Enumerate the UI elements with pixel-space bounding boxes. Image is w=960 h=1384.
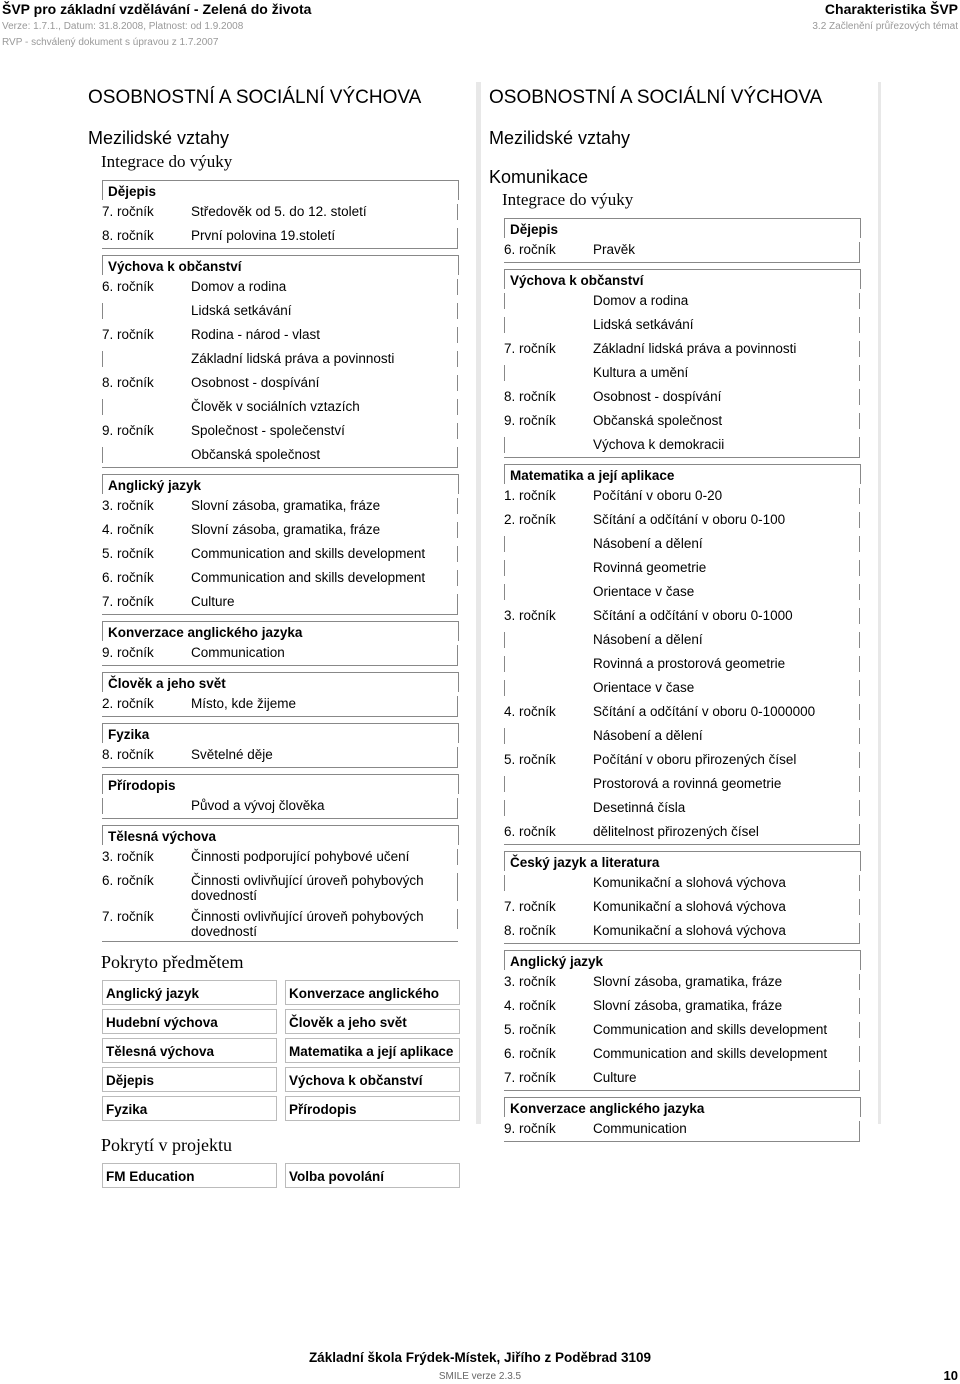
topic-cell: dělitelnost přirozených čísel	[593, 824, 759, 839]
grade-cell: 6. ročník	[504, 242, 556, 257]
row-border-right	[457, 375, 458, 391]
subject-name: Anglický jazyk	[102, 474, 459, 494]
integration-label: Integrace do výuky	[502, 190, 634, 209]
row-border-right	[859, 341, 860, 357]
subject-name: Výchova k občanství	[102, 255, 459, 275]
grade-cell: 7. ročník	[504, 341, 556, 356]
table-row	[504, 1018, 865, 1042]
topic-cell: Komunikační a slohová výchova	[593, 923, 786, 938]
table-row	[102, 443, 463, 467]
table-row	[504, 871, 865, 895]
topic-cell: Sčítání a odčítání v oboru 0-1000	[593, 608, 793, 623]
subject-cell: FM Education	[102, 1163, 277, 1188]
subject-name: Dějepis	[504, 218, 861, 238]
table-row	[504, 724, 865, 748]
approval-info: RVP - schválený dokument s úpravou z 1.7.2007	[2, 37, 219, 48]
right-column	[489, 82, 865, 1142]
topic-cell: Culture	[191, 594, 235, 609]
project-label: Pokrytí v projektu	[101, 1135, 232, 1155]
topic-cell: Sčítání a odčítání v oboru 0-100	[593, 512, 786, 527]
row-border-left	[504, 584, 505, 600]
table-row	[102, 905, 463, 941]
row-border-right	[859, 512, 860, 528]
subject-name: Český jazyk a literatura	[504, 851, 861, 871]
covered-subjects-grid	[102, 980, 462, 1125]
row-border-left	[102, 447, 103, 463]
project-grid	[102, 1163, 462, 1192]
integration-table	[88, 180, 463, 942]
subject-name: Člověk a jeho svět	[102, 672, 459, 692]
row-border-left	[102, 399, 103, 415]
topic-cell: Domov a rodina	[191, 279, 287, 294]
topic-cell: Osobnost - dospívání	[593, 389, 722, 404]
row-border-right	[457, 498, 458, 514]
subject-cell: Matematika a její aplikace	[285, 1038, 460, 1063]
table-row	[504, 796, 865, 820]
row-border-left	[504, 365, 505, 381]
table-row	[102, 494, 463, 518]
topic-cell: Komunikační a slohová výchova	[593, 899, 786, 914]
row-border-left	[504, 680, 505, 696]
subject-name: Anglický jazyk	[504, 950, 861, 970]
grade-cell: 6. ročník	[504, 1046, 556, 1061]
topic-cell: Lidská setkávání	[593, 317, 694, 332]
table-row	[504, 820, 865, 844]
table-row	[504, 604, 865, 628]
row-border-right	[859, 899, 860, 915]
topic-cell: Slovní zásoba, gramatika, fráze	[593, 998, 783, 1013]
row-border-right	[859, 536, 860, 552]
row-border-right	[457, 279, 458, 295]
topic-cell: Communication and skills development	[593, 1046, 828, 1061]
subject-cell: Člověk a jeho svět	[285, 1009, 460, 1034]
topic-cell: Osobnost - dospívání	[191, 375, 320, 390]
subject-cell: Volba povolání	[285, 1163, 460, 1188]
row-border-right	[859, 974, 860, 990]
table-row	[102, 590, 463, 614]
table-row	[504, 289, 865, 313]
row-border-right	[457, 447, 458, 467]
table-row	[504, 652, 865, 676]
table-row	[102, 275, 463, 299]
row-border-right	[457, 228, 458, 248]
table-row	[504, 385, 865, 409]
row-border-left	[504, 728, 505, 744]
block-bottom-border	[102, 941, 458, 942]
subject-name: Matematika a její aplikace	[504, 464, 861, 484]
row-border-left	[102, 351, 103, 367]
topic-cell: Světelné děje	[191, 747, 273, 762]
subject-cell: Přírodopis	[285, 1096, 460, 1121]
topic-cell: Člověk v sociálních vztazích	[191, 399, 360, 414]
row-border-right	[457, 204, 458, 220]
row-border-right	[457, 594, 458, 614]
subject-block	[102, 621, 463, 666]
topic-cell: Základní lidská práva a povinnosti	[191, 351, 395, 366]
table-row	[504, 970, 865, 994]
topic-cell: Domov a rodina	[593, 293, 689, 308]
table-row	[504, 994, 865, 1018]
table-row	[102, 347, 463, 371]
row-border-right	[859, 656, 860, 672]
row-border-right	[457, 696, 458, 716]
school-name: Základní škola Frýdek-Místek, Jiřího z Poděbrad 3109	[308, 1350, 652, 1365]
table-row	[504, 772, 865, 796]
row-border-left	[504, 632, 505, 648]
subject-block	[504, 950, 865, 1091]
row-border-right	[859, 923, 860, 943]
topic-cell: Občanská společnost	[593, 413, 723, 428]
subject-block	[102, 723, 463, 768]
row-border-right	[457, 849, 458, 865]
grade-cell: 5. ročník	[504, 1022, 556, 1037]
subject-cell: Dějepis	[102, 1067, 277, 1092]
topic-cell: Rodina - národ - vlast	[191, 327, 321, 342]
subject-cell: Konverzace anglického	[285, 980, 460, 1005]
row-border-right	[457, 303, 458, 319]
version-info: Verze: 1.7.1., Datum: 31.8.2008, Platnost: od 1.9.2008	[2, 21, 244, 32]
topic-cell: Původ a vývoj člověka	[191, 798, 325, 813]
row-border-right	[859, 680, 860, 696]
block-bottom-border	[102, 665, 458, 666]
topic-cell: Středověk od 5. do 12. století	[191, 204, 367, 219]
row-border-right	[457, 873, 458, 901]
table-row	[102, 641, 463, 665]
topic-cell: Communication and skills development	[191, 546, 426, 561]
row-border-right	[859, 1121, 860, 1141]
row-border-right	[457, 327, 458, 343]
table-row	[102, 566, 463, 590]
subject-block	[102, 180, 463, 249]
table-row	[504, 337, 865, 361]
section-subtitle: 3.2 Začlenění průřezových témat	[812, 21, 958, 32]
grade-cell: 8. ročník	[504, 923, 556, 938]
table-row	[504, 580, 865, 604]
topic-cell: Občanská společnost	[191, 447, 321, 462]
table-row	[504, 700, 865, 724]
table-row	[102, 869, 463, 905]
topic-cell: Desetinná čísla	[593, 800, 686, 815]
row-border-right	[859, 752, 860, 768]
block-bottom-border	[102, 248, 458, 249]
subject-block	[504, 269, 865, 458]
row-border-right	[457, 645, 458, 665]
subject-name: Fyzika	[102, 723, 459, 743]
theme-heading: OSOBNOSTNÍ A SOCIÁLNÍ VÝCHOVA	[88, 87, 422, 108]
block-bottom-border	[102, 716, 458, 717]
row-border-right	[859, 875, 860, 891]
subject-name: Konverzace anglického jazyka	[102, 621, 459, 641]
subject-block	[102, 825, 463, 942]
grade-cell: 8. ročník	[102, 375, 154, 390]
row-border-right	[859, 728, 860, 744]
right-margin-bar	[878, 82, 881, 1124]
block-bottom-border	[504, 1141, 860, 1142]
table-row	[504, 238, 865, 262]
grade-cell: 6. ročník	[102, 279, 154, 294]
topic-cell: Sčítání a odčítání v oboru 0-1000000	[593, 704, 816, 719]
grade-cell: 7. ročník	[102, 909, 154, 924]
topic-cell: Slovní zásoba, gramatika, fráze	[191, 498, 381, 513]
page-number: 10	[943, 1368, 958, 1383]
grade-cell: 9. ročník	[102, 423, 154, 438]
grade-cell: 6. ročník	[504, 824, 556, 839]
subject-block	[504, 218, 865, 263]
topic-cell: Počítání v oboru 0-20	[593, 488, 723, 503]
subject-name: Konverzace anglického jazyka	[504, 1097, 861, 1117]
block-bottom-border	[102, 767, 458, 768]
block-bottom-border	[504, 943, 860, 944]
subject-block	[102, 774, 463, 819]
grade-cell: 8. ročník	[504, 389, 556, 404]
table-row	[102, 371, 463, 395]
row-border-right	[859, 824, 860, 844]
topic-cell: Rovinná a prostorová geometrie	[593, 656, 786, 671]
row-border-right	[859, 1022, 860, 1038]
subject-name: Dějepis	[102, 180, 459, 200]
subject-cell: Anglický jazyk	[102, 980, 277, 1005]
row-border-left	[504, 560, 505, 576]
topic-cell: Communication	[593, 1121, 687, 1136]
grade-cell: 9. ročník	[102, 645, 154, 660]
topic-cell: Kultura a umění	[593, 365, 689, 380]
table-row	[504, 1117, 865, 1141]
row-border-right	[859, 488, 860, 504]
grade-cell: 2. ročník	[504, 512, 556, 527]
row-border-right	[859, 413, 860, 429]
row-border-right	[457, 798, 458, 818]
left-column	[88, 82, 463, 1192]
row-border-right	[457, 399, 458, 415]
grade-cell: 4. ročník	[504, 998, 556, 1013]
grade-cell: 2. ročník	[102, 696, 154, 711]
topic-cell: Communication and skills development	[593, 1022, 828, 1037]
row-border-right	[859, 632, 860, 648]
topic-cell: Orientace v čase	[593, 584, 695, 599]
table-row	[102, 200, 463, 224]
document-title: ŠVP pro základní vzdělávání - Zelená do života	[2, 1, 312, 17]
row-border-right	[859, 242, 860, 262]
row-border-right	[859, 998, 860, 1014]
table-row	[504, 1066, 865, 1090]
table-row	[504, 433, 865, 457]
block-bottom-border	[504, 844, 860, 845]
row-border-left	[504, 317, 505, 333]
grade-cell: 4. ročník	[102, 522, 154, 537]
grade-cell: 3. ročník	[504, 974, 556, 989]
column-divider	[476, 82, 481, 1124]
topic-cell: Culture	[593, 1070, 637, 1085]
grade-cell: 8. ročník	[102, 228, 154, 243]
row-border-right	[859, 1046, 860, 1062]
table-row	[102, 845, 463, 869]
block-bottom-border	[504, 457, 860, 458]
table-row	[504, 508, 865, 532]
table-row	[102, 794, 463, 818]
integration-label: Integrace do výuky	[101, 152, 233, 171]
theme-heading: OSOBNOSTNÍ A SOCIÁLNÍ VÝCHOVA	[489, 87, 823, 108]
row-border-right	[859, 704, 860, 720]
row-border-right	[859, 437, 860, 457]
table-row	[504, 556, 865, 580]
table-row	[504, 484, 865, 508]
row-border-right	[457, 522, 458, 538]
row-border-left	[504, 656, 505, 672]
row-border-right	[457, 351, 458, 367]
row-border-right	[859, 365, 860, 381]
software-version: SMILE verze 2.3.5	[438, 1371, 522, 1382]
table-row	[102, 224, 463, 248]
topic-cell: Lidská setkávání	[191, 303, 292, 318]
table-row	[102, 395, 463, 419]
subject-block	[102, 255, 463, 468]
topic-cell: Slovní zásoba, gramatika, fráze	[593, 974, 783, 989]
subject-cell: Fyzika	[102, 1096, 277, 1121]
subject-name: Přírodopis	[102, 774, 459, 794]
topic-cell: Počítání v oboru přirozených čísel	[593, 752, 797, 767]
grade-cell: 9. ročník	[504, 1121, 556, 1136]
grade-cell: 9. ročník	[504, 413, 556, 428]
row-border-left	[504, 800, 505, 816]
block-bottom-border	[504, 1090, 860, 1091]
grade-cell: 8. ročník	[102, 747, 154, 762]
grade-cell: 7. ročník	[504, 899, 556, 914]
table-row	[504, 628, 865, 652]
subtheme-heading: Mezilidské vztahy	[88, 128, 230, 148]
subject-block	[102, 672, 463, 717]
row-border-right	[859, 800, 860, 816]
table-row	[504, 676, 865, 700]
topic-cell: Základní lidská práva a povinnosti	[593, 341, 797, 356]
table-row	[102, 542, 463, 566]
topic-cell: Rovinná geometrie	[593, 560, 707, 575]
row-border-right	[457, 546, 458, 562]
block-bottom-border	[504, 262, 860, 263]
table-row	[504, 409, 865, 433]
topic-cell: Slovní zásoba, gramatika, fráze	[191, 522, 381, 537]
topic-cell: První polovina 19.století	[191, 228, 336, 243]
row-border-left	[504, 875, 505, 891]
row-border-right	[859, 293, 860, 309]
subject-block	[102, 474, 463, 615]
subject-name: Výchova k občanství	[504, 269, 861, 289]
table-row	[102, 419, 463, 443]
row-border-left	[504, 536, 505, 552]
row-border-right	[457, 423, 458, 439]
row-border-right	[457, 909, 458, 929]
table-row	[504, 895, 865, 919]
grade-cell: 6. ročník	[102, 570, 154, 585]
table-row	[504, 313, 865, 337]
table-row	[504, 532, 865, 556]
table-row	[504, 919, 865, 943]
row-border-left	[102, 303, 103, 319]
subtheme-heading: Mezilidské vztahy	[489, 128, 631, 148]
block-bottom-border	[102, 614, 458, 615]
topic-cell: Výchova k demokracii	[593, 437, 725, 452]
grade-cell: 3. ročník	[102, 849, 154, 864]
grade-cell: 7. ročník	[102, 327, 154, 342]
row-border-right	[859, 389, 860, 405]
grade-cell: 3. ročník	[102, 498, 154, 513]
grade-cell: 5. ročník	[102, 546, 154, 561]
topic-cell: Násobení a dělení	[593, 632, 703, 647]
topic-heading: Komunikace	[489, 167, 589, 187]
subject-cell: Výchova k občanství	[285, 1067, 460, 1092]
row-border-left	[504, 293, 505, 309]
topic-cell: Společnost - společenství	[191, 423, 345, 438]
topic-cell: Činnosti ovlivňující úroveň pohybových dovedností	[191, 873, 424, 903]
row-border-right	[859, 317, 860, 333]
table-row	[504, 748, 865, 772]
row-border-left	[504, 437, 505, 453]
row-border-right	[457, 570, 458, 586]
row-border-right	[457, 747, 458, 767]
row-border-right	[859, 1070, 860, 1090]
table-row	[102, 323, 463, 347]
row-border-right	[859, 584, 860, 600]
topic-cell: Pravěk	[593, 242, 636, 257]
topic-cell: Orientace v čase	[593, 680, 695, 695]
subject-cell: Hudební výchova	[102, 1009, 277, 1034]
table-row	[102, 299, 463, 323]
block-bottom-border	[102, 467, 458, 468]
topic-cell: Násobení a dělení	[593, 536, 703, 551]
row-border-right	[859, 560, 860, 576]
row-border-left	[504, 776, 505, 792]
table-row	[504, 1042, 865, 1066]
topic-cell: Communication	[191, 645, 285, 660]
grade-cell: 6. ročník	[102, 873, 154, 888]
row-border-left	[102, 798, 103, 814]
subject-block	[504, 464, 865, 845]
grade-cell: 7. ročník	[102, 204, 154, 219]
subject-block	[504, 1097, 865, 1142]
block-bottom-border	[102, 818, 458, 819]
row-border-right	[859, 776, 860, 792]
topic-cell: Prostorová a rovinná geometrie	[593, 776, 782, 791]
grade-cell: 7. ročník	[504, 1070, 556, 1085]
grade-cell: 7. ročník	[102, 594, 154, 609]
topic-cell: Komunikační a slohová výchova	[593, 875, 786, 890]
grade-cell: 1. ročník	[504, 488, 556, 503]
topic-cell: Násobení a dělení	[593, 728, 703, 743]
table-row	[102, 518, 463, 542]
table-row	[504, 361, 865, 385]
subject-cell: Tělesná výchova	[102, 1038, 277, 1063]
row-border-right	[859, 608, 860, 624]
grade-cell: 3. ročník	[504, 608, 556, 623]
subject-block	[504, 851, 865, 944]
integration-table	[489, 218, 865, 1142]
topic-cell: Činnosti podporující pohybové učení	[191, 849, 410, 864]
table-row	[102, 743, 463, 767]
topic-cell: Místo, kde žijeme	[191, 696, 297, 711]
subject-name: Tělesná výchova	[102, 825, 459, 845]
covered-label: Pokryto předmětem	[101, 952, 244, 972]
grade-cell: 5. ročník	[504, 752, 556, 767]
table-row	[102, 692, 463, 716]
section-title: Charakteristika ŠVP	[824, 1, 958, 17]
grade-cell: 4. ročník	[504, 704, 556, 719]
topic-cell: Communication and skills development	[191, 570, 426, 585]
topic-cell: Činnosti ovlivňující úroveň pohybových dovedností	[191, 909, 424, 939]
